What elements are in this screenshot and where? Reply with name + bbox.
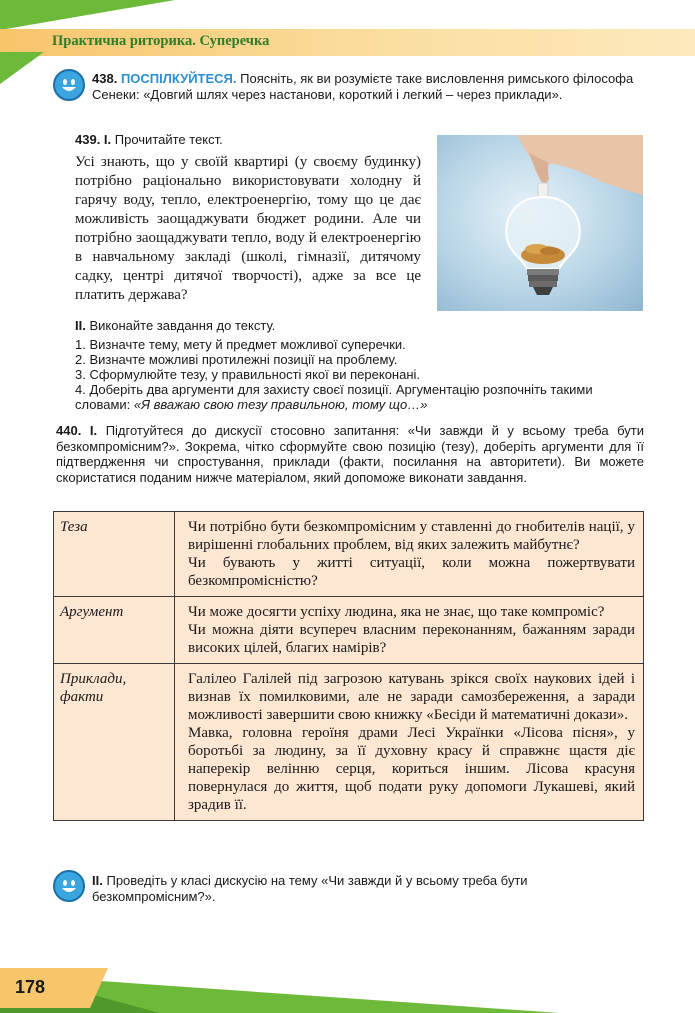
task-item-text: 4. Доберіть два аргументи для захисту своєї позиції. Аргументацію розпочніть такими словами: (75, 382, 593, 412)
lightbulb-coin-photo (437, 135, 643, 311)
task-label: ІІ. (75, 318, 86, 333)
row-line: Мавка, головна героїня драми Лесі Українки «Лісова пісня», у боротьбі за людину, за її духовну красу й справжнє щастя діє наперекір велінню серця, кориться іншим. Лісова красуня повернулася до життя, щоб подати руку допомоги Лукашеві, який зрадив її. (188, 725, 635, 813)
task-list (75, 337, 645, 412)
page-number: 178 (15, 977, 46, 997)
corner-decoration-left (0, 52, 44, 84)
exercise-number: 439. І. (75, 132, 112, 147)
discussion-table (53, 511, 644, 821)
row-line: Чи можна діяти всупереч власним переконанням, бажанням заради високих цілей, благих намірів? (188, 622, 635, 656)
exercise-text: Проведіть у класі дискусію на тему «Чи завжди й у всьому треба бути безкомпромісним?». (92, 873, 528, 904)
row-label: Приклади, факти (54, 664, 175, 821)
exercise-number: ІІ. (92, 873, 103, 888)
exercise-keyword: ПОСПІЛКУЙТЕСЯ. (120, 71, 237, 86)
task-title: Виконайте завдання до тексту. (89, 318, 276, 333)
row-line: Чи бувають у житті ситуації, коли можна пожертвувати безкомпромісністю? (188, 555, 635, 589)
reading-passage (75, 153, 421, 305)
table-row (54, 512, 644, 597)
exercise-number: 438. (92, 71, 118, 86)
row-label: Теза (54, 512, 175, 597)
exercise-number: 440. І. (56, 423, 98, 438)
exercise-440-part-2 (92, 873, 645, 904)
passage-text: Усі знають, що у своїй квартирі (у своєму будинку) потрібно раціонально використовувати холодну й гарячу воду, тепло, електроенергію, тому що це дає можливість заощаджувати бюджет родини. Але чи потрібно заощаджувати тепло, воду й електроенергію в навчальному закладі (школі, гімназії, дитячому садку, центрі дитячої творчості), адже за все це платить держава? (75, 154, 421, 303)
task-heading (75, 318, 275, 334)
task-item: 2. Визначте можливі протилежні позиції на проблему. (75, 352, 398, 367)
table-row (54, 664, 644, 821)
exercise-440 (56, 423, 644, 485)
row-content (175, 597, 644, 664)
exercise-instruction: Прочитайте текст. (114, 132, 223, 147)
speech-smiley-icon (53, 870, 85, 902)
row-line: Галілео Галілей під загрозою катувань зрікся своїх наукових ідей і визнав їх помилковими, але не заради самозбереження, а заради можливості завершити свою книжку «Бесіди й математичні докази». (188, 671, 635, 723)
exercise-text: Підготуйтеся до дискусії стосовно запитання: «Чи завжди й у всьому треба бути безкомпромісним?». Зокрема, чітко сформуйте свою позицію (тезу), доберіть аргументи для її підтвердження чи спростування, приклади (факти, посилання на авторитети). Ви можете скористатися поданим нижче матеріалом, який допоможе виконати завдання. (56, 423, 644, 485)
speech-smiley-icon (53, 69, 85, 101)
exercise-438 (92, 71, 647, 102)
exercise-text: Поясніть, як ви розумієте таке висловлення римського філософа Сенеки: «Довгий шлях через настанови, короткий і легкий – через приклади». (92, 71, 634, 102)
corner-decoration (0, 0, 175, 30)
row-content (175, 664, 644, 821)
row-line: Чи може досягти успіху людина, яка не знає, що таке компроміс? (188, 604, 605, 620)
table-row (54, 597, 644, 664)
task-item: 3. Сформулюйте тезу, у правильності якої ви переконані. (75, 367, 421, 382)
task-item-quote: «Я вважаю свою тезу правильною, тому що…» (133, 397, 428, 412)
task-item-4 (75, 382, 645, 412)
row-line: Чи потрібно бути безкомпромісним у ставленні до гнобителів нації, у вирішенні глобальних проблем, від яких залежить майбутнє? (188, 519, 635, 553)
row-content (175, 512, 644, 597)
task-item: 1. Визначте тему, мету й предмет можливої суперечки. (75, 337, 406, 352)
page-title: Практична риторика. Суперечка (52, 33, 270, 49)
exercise-439-title (75, 132, 223, 148)
row-label: Аргумент (54, 597, 175, 664)
